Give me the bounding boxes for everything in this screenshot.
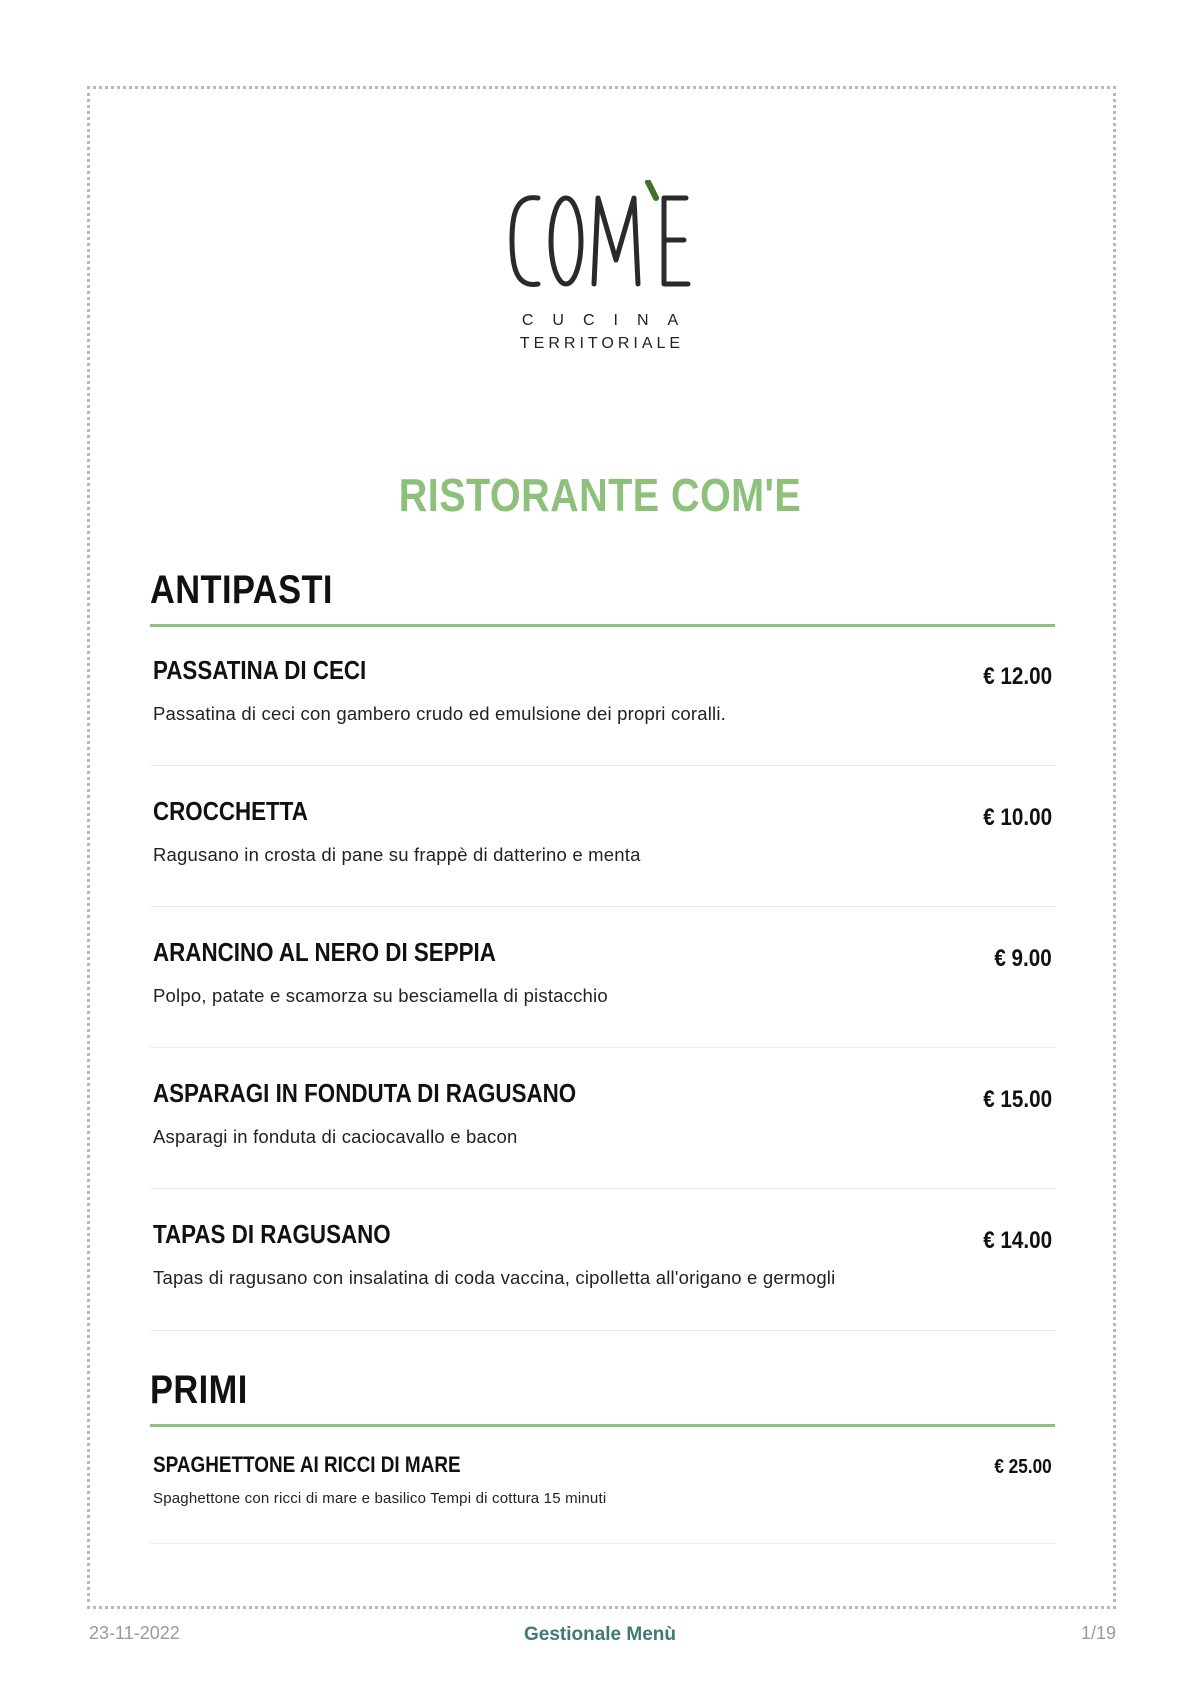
item-price: € 10.00 [983,804,1052,831]
section-rule [150,1424,1055,1427]
footer-page-number: 1/19 [1080,1623,1116,1643]
logo-line-territoriale: TERRITORIALE [519,335,685,352]
section-rule [150,624,1055,627]
item-divider [150,1330,1055,1331]
item-name: PASSATINA DI CECI [153,655,367,685]
restaurant-logo [0,180,1200,300]
item-price: € 25.00 [994,1456,1052,1478]
item-price: € 9.00 [994,945,1052,972]
item-name: CROCCHETTA [153,796,308,826]
item-divider [150,1188,1055,1189]
item-description: Ragusano in crosta di pane su frappè di datterino e menta [153,844,641,865]
item-price: € 12.00 [983,663,1052,690]
item-description: Passatina di ceci con gambero crudo ed emulsione dei propri coralli. [153,703,727,724]
footer-brand: Gestionale Menù [523,1624,677,1645]
item-name: SPAGHETTONE AI RICCI DI MARE [153,1452,461,1477]
footer-date: 23-11-2022 [89,1623,180,1643]
section-title-primi: PRIMI [150,1368,248,1412]
item-divider [150,906,1055,907]
item-name: ASPARAGI IN FONDUTA DI RAGUSANO [153,1078,577,1108]
menu-title: RISTORANTE COM'E [398,469,802,521]
logo-line-cucina: CUCINA [521,312,698,329]
item-description: Asparagi in fonduta di caciocavallo e bacon [153,1126,518,1147]
item-price: € 15.00 [983,1086,1052,1113]
item-description: Polpo, patate e scamorza su besciamella di pistacchio [153,985,608,1006]
item-divider [150,1047,1055,1048]
item-divider [150,1543,1055,1544]
item-divider [150,765,1055,766]
item-description: Tapas di ragusano con insalatina di coda vaccina, cipolletta all'origano e germogli [153,1267,836,1288]
item-description: Spaghettone con ricci di mare e basilico Tempi di cottura 15 minuti [153,1490,607,1507]
item-name: ARANCINO AL NERO DI SEPPIA [153,937,496,967]
item-price: € 14.00 [983,1227,1052,1254]
item-name: TAPAS DI RAGUSANO [153,1219,391,1249]
section-title-antipasti: ANTIPASTI [150,568,333,612]
logo-wordmark-icon [500,180,700,300]
